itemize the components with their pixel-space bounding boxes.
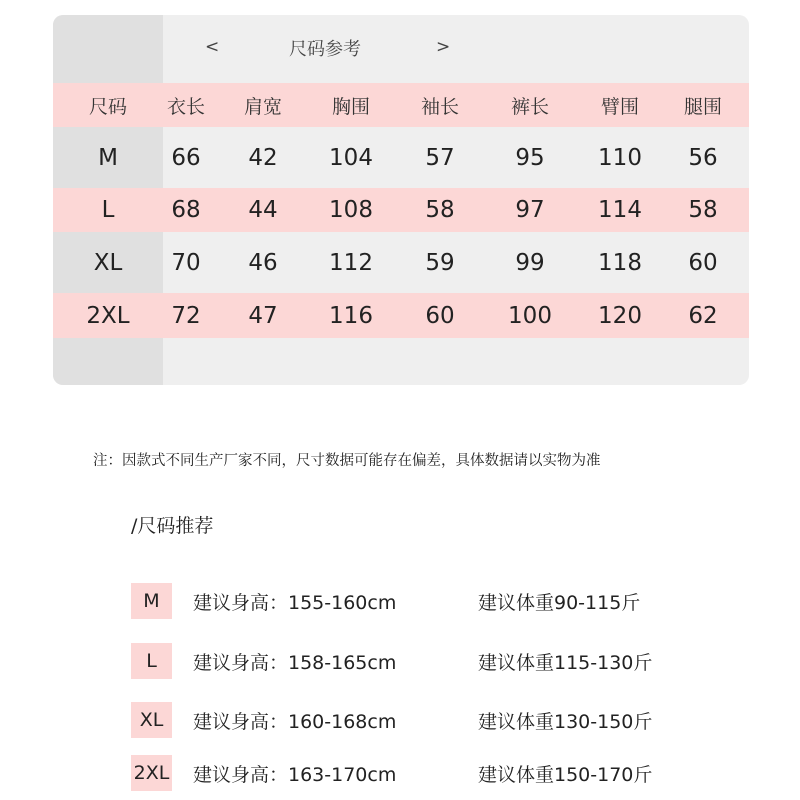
chevron-left-icon[interactable]: <: [205, 37, 220, 57]
recommended-height: 建议身高：160-168cm: [193, 710, 397, 733]
header-sleeve: 袖长: [420, 95, 459, 118]
size-badge: 2XL: [131, 755, 172, 791]
table-cell: 56: [688, 144, 718, 171]
table-cell: 112: [329, 249, 373, 276]
header-chest: 胸围: [331, 95, 370, 118]
table-row: [53, 188, 749, 232]
recommended-height: 建议身高：155-160cm: [193, 591, 397, 614]
table-cell: 114: [598, 197, 642, 223]
size-badge: XL: [131, 702, 172, 738]
header-thigh: 腿围: [683, 95, 722, 118]
recommended-weight: 建议体重150-170斤: [478, 763, 653, 786]
table-cell: 57: [425, 144, 455, 171]
chevron-right-icon[interactable]: >: [436, 37, 451, 57]
table-cell: 44: [248, 197, 278, 223]
table-cell: 62: [688, 302, 718, 329]
table-cell: 120: [598, 302, 642, 329]
table-cell: 99: [515, 249, 545, 276]
table-cell: 72: [171, 302, 201, 329]
table-cell: 97: [515, 197, 545, 223]
recommend-item: [0, 643, 800, 679]
recommend-section-title: /尺码推荐: [131, 515, 214, 537]
recommend-item: [0, 755, 800, 791]
size-chart-title: 尺码参考: [289, 39, 361, 60]
header-shoulder: 肩宽: [243, 95, 282, 118]
table-cell: 104: [329, 144, 373, 171]
table-cell: 68: [171, 197, 201, 223]
table-cell: 60: [688, 249, 718, 276]
table-cell: 58: [425, 197, 455, 223]
table-cell: 95: [515, 144, 545, 171]
recommended-weight: 建议体重115-130斤: [478, 651, 653, 674]
header-arm: 臂围: [600, 95, 639, 118]
recommend-item: [0, 583, 800, 619]
size-badge: L: [131, 643, 172, 679]
table-cell: 46: [248, 249, 278, 276]
size-badge: M: [131, 583, 172, 619]
recommend-item: [0, 702, 800, 738]
table-cell: L: [101, 197, 115, 223]
size-chart-card: [53, 15, 749, 385]
table-cell: 110: [598, 144, 642, 171]
table-cell: 59: [425, 249, 455, 276]
table-cell: 42: [248, 144, 278, 171]
table-cell: 60: [425, 302, 455, 329]
disclaimer-note: 注：因款式不同生产厂家不同，尺寸数据可能存在偏差，具体数据请以实物为准: [93, 453, 601, 469]
recommended-weight: 建议体重130-150斤: [478, 710, 653, 733]
recommended-weight: 建议体重90-115斤: [478, 591, 641, 614]
table-header-row: [53, 83, 749, 127]
table-cell: 47: [248, 302, 278, 329]
table-cell: 58: [688, 197, 718, 223]
header-size: 尺码: [88, 95, 127, 118]
size-chart-nav: [53, 15, 749, 83]
table-cell: 70: [171, 249, 201, 276]
table-cell: M: [98, 144, 118, 171]
table-row: [53, 127, 749, 188]
recommended-height: 建议身高：158-165cm: [193, 651, 397, 674]
recommended-height: 建议身高：163-170cm: [193, 763, 397, 786]
table-cell: 118: [598, 249, 642, 276]
table-row: [53, 293, 749, 338]
table-cell: 100: [508, 302, 552, 329]
table-cell: 108: [329, 197, 373, 223]
table-cell: 66: [171, 144, 201, 171]
header-length: 衣长: [166, 95, 205, 118]
table-cell: 2XL: [86, 302, 130, 329]
header-pants-length: 裤长: [510, 95, 549, 118]
table-cell: XL: [93, 249, 123, 276]
table-cell: 116: [329, 302, 373, 329]
table-row: [53, 232, 749, 293]
